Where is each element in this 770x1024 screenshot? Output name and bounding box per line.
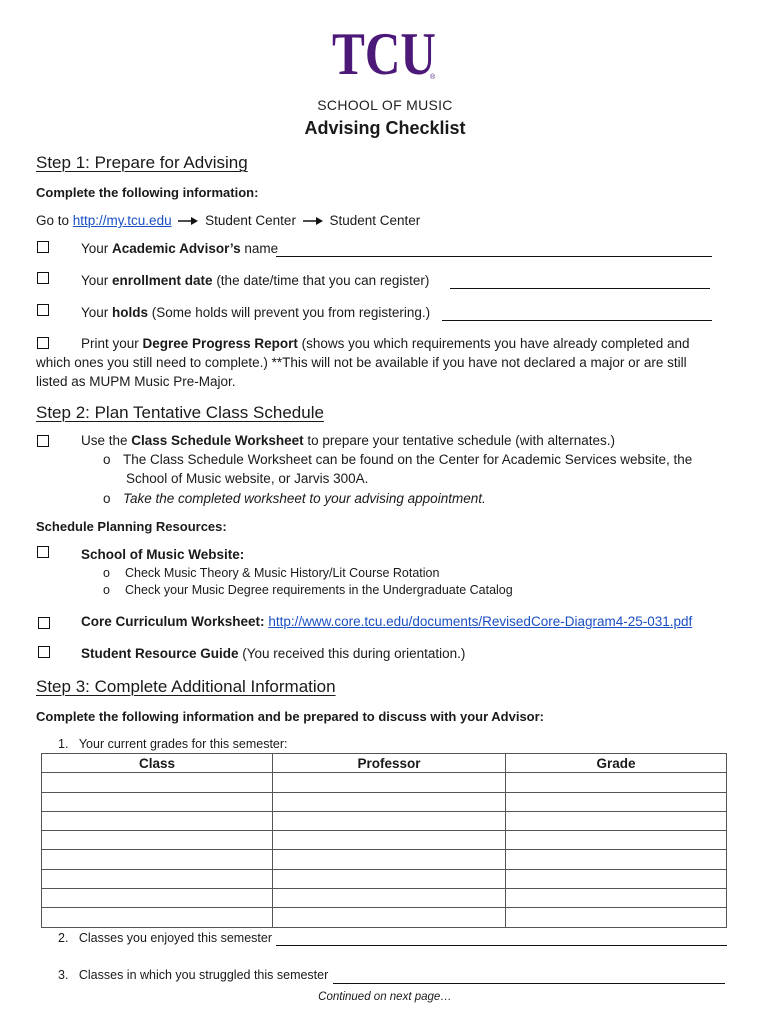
table-cell[interactable]	[273, 850, 506, 869]
enjoyed-classes-field[interactable]	[276, 945, 727, 946]
question-1: 1. Your current grades for this semester:	[58, 737, 288, 751]
my-tcu-link[interactable]: http://my.tcu.edu	[72, 213, 172, 228]
logo-registered-mark: ®	[430, 74, 436, 81]
student-resource-guide-item: Student Resource Guide (You received this during orientation.)	[81, 646, 466, 661]
checkbox-advisor[interactable]	[37, 241, 49, 253]
table-row	[42, 773, 727, 792]
table-cell[interactable]	[42, 831, 273, 850]
table-cell[interactable]	[506, 811, 727, 830]
table-row	[42, 831, 727, 850]
arrow-right-icon	[178, 217, 198, 225]
column-header-class: Class	[42, 754, 273, 773]
checkbox-student-resource-guide[interactable]	[38, 646, 50, 658]
step1-subheading: Complete the following information:	[36, 185, 259, 200]
table-row	[42, 908, 727, 927]
step3-heading: Step 3: Complete Additional Information	[36, 677, 336, 696]
table-cell[interactable]	[42, 908, 273, 927]
table-cell[interactable]	[42, 889, 273, 908]
table-cell[interactable]	[506, 850, 727, 869]
holds-item: Your holds (Some holds will prevent you from registering.)	[81, 305, 431, 320]
holds-field[interactable]	[442, 320, 712, 321]
table-cell[interactable]	[506, 773, 727, 792]
checkbox-core-curriculum[interactable]	[38, 617, 50, 629]
table-cell[interactable]	[273, 889, 506, 908]
advisor-name-field[interactable]	[276, 256, 712, 257]
table-cell[interactable]	[42, 850, 273, 869]
schedule-worksheet-item: Use the Class Schedule Worksheet to prepare your tentative schedule (with alternates.)	[81, 433, 616, 448]
table-cell[interactable]	[42, 869, 273, 888]
enrollment-item: Your enrollment date (the date/time that you can register)	[81, 273, 430, 288]
continued-note: Continued on next page…	[318, 991, 452, 1003]
degree-progress-line3: listed as MUPM Music Pre-Major.	[36, 374, 236, 389]
table-row	[42, 869, 727, 888]
page-title: Advising Checklist	[304, 118, 466, 138]
worksheet-bullet-1: o The Class Schedule Worksheet can be found on the Center for Academic Services website, the	[103, 452, 693, 467]
table-cell[interactable]	[506, 869, 727, 888]
checkbox-degree-progress[interactable]	[37, 337, 49, 349]
step2-heading: Step 2: Plan Tentative Class Schedule	[36, 403, 324, 422]
core-curriculum-link[interactable]: http://www.core.tcu.edu/documents/RevisedCore-Diagram4-25-031.pdf	[268, 614, 693, 629]
table-cell[interactable]	[506, 831, 727, 850]
logo-text: TCU	[332, 24, 436, 82]
degree-progress-line2: which ones you still need to complete.) **This will not be available if you have not declared a major or are still	[36, 355, 687, 370]
tcu-logo	[330, 24, 442, 82]
question-2: 2. Classes you enjoyed this semester	[58, 931, 273, 945]
table-cell[interactable]	[506, 889, 727, 908]
goto-prefix: Go to	[36, 213, 73, 228]
table-cell[interactable]	[506, 908, 727, 927]
column-header-professor: Professor	[273, 754, 506, 773]
table-cell[interactable]	[273, 831, 506, 850]
question-3: 3. Classes in which you struggled this semester	[58, 968, 329, 982]
table-cell[interactable]	[273, 908, 506, 927]
worksheet-bullet-1-cont: School of Music website, or Jarvis 300A.	[126, 471, 369, 486]
som-bullet-1: o Check Music Theory & Music History/Lit Course Rotation	[103, 566, 440, 580]
arrow-right-icon	[303, 217, 323, 225]
struggled-classes-field[interactable]	[333, 983, 725, 984]
school-name: SCHOOL OF MUSIC	[317, 97, 453, 113]
som-website-item: School of Music Website:	[81, 547, 245, 562]
table-cell[interactable]	[42, 811, 273, 830]
goto-line	[36, 213, 420, 228]
table-row	[42, 850, 727, 869]
enrollment-date-field[interactable]	[450, 288, 710, 289]
advisor-item: Your Academic Advisor’s name	[81, 241, 279, 256]
breadcrumb-student-center-2: Student Center	[329, 213, 421, 228]
table-row	[42, 889, 727, 908]
table-cell[interactable]	[273, 869, 506, 888]
checkbox-holds[interactable]	[37, 304, 49, 316]
degree-progress-line1: Print your Degree Progress Report (shows you which requirements you have already completed and	[81, 336, 690, 351]
grades-table	[41, 753, 727, 928]
column-header-grade: Grade	[506, 754, 727, 773]
table-header-row	[42, 754, 727, 773]
breadcrumb-student-center-1: Student Center	[205, 213, 296, 228]
core-curriculum-item: Core Curriculum Worksheet: http://www.core.tcu.edu/documents/RevisedCore-Diagram4-25-031.pdf	[81, 614, 693, 629]
step3-subheading: Complete the following information and be prepared to discuss with your Advisor:	[36, 709, 545, 724]
som-bullet-2: o Check your Music Degree requirements in the Undergraduate Catalog	[103, 583, 513, 597]
resources-heading: Schedule Planning Resources:	[36, 519, 227, 534]
table-cell[interactable]	[42, 792, 273, 811]
table-cell[interactable]	[273, 811, 506, 830]
step1-heading: Step 1: Prepare for Advising	[36, 153, 248, 172]
table-cell[interactable]	[273, 773, 506, 792]
table-cell[interactable]	[273, 792, 506, 811]
worksheet-bullet-2: o Take the completed worksheet to your advising appointment.	[103, 491, 486, 506]
checkbox-som-website[interactable]	[37, 546, 49, 558]
table-cell[interactable]	[506, 792, 727, 811]
table-row	[42, 792, 727, 811]
checkbox-schedule-worksheet[interactable]	[37, 435, 49, 447]
table-row	[42, 811, 727, 830]
table-cell[interactable]	[42, 773, 273, 792]
checkbox-enrollment-date[interactable]	[37, 272, 49, 284]
